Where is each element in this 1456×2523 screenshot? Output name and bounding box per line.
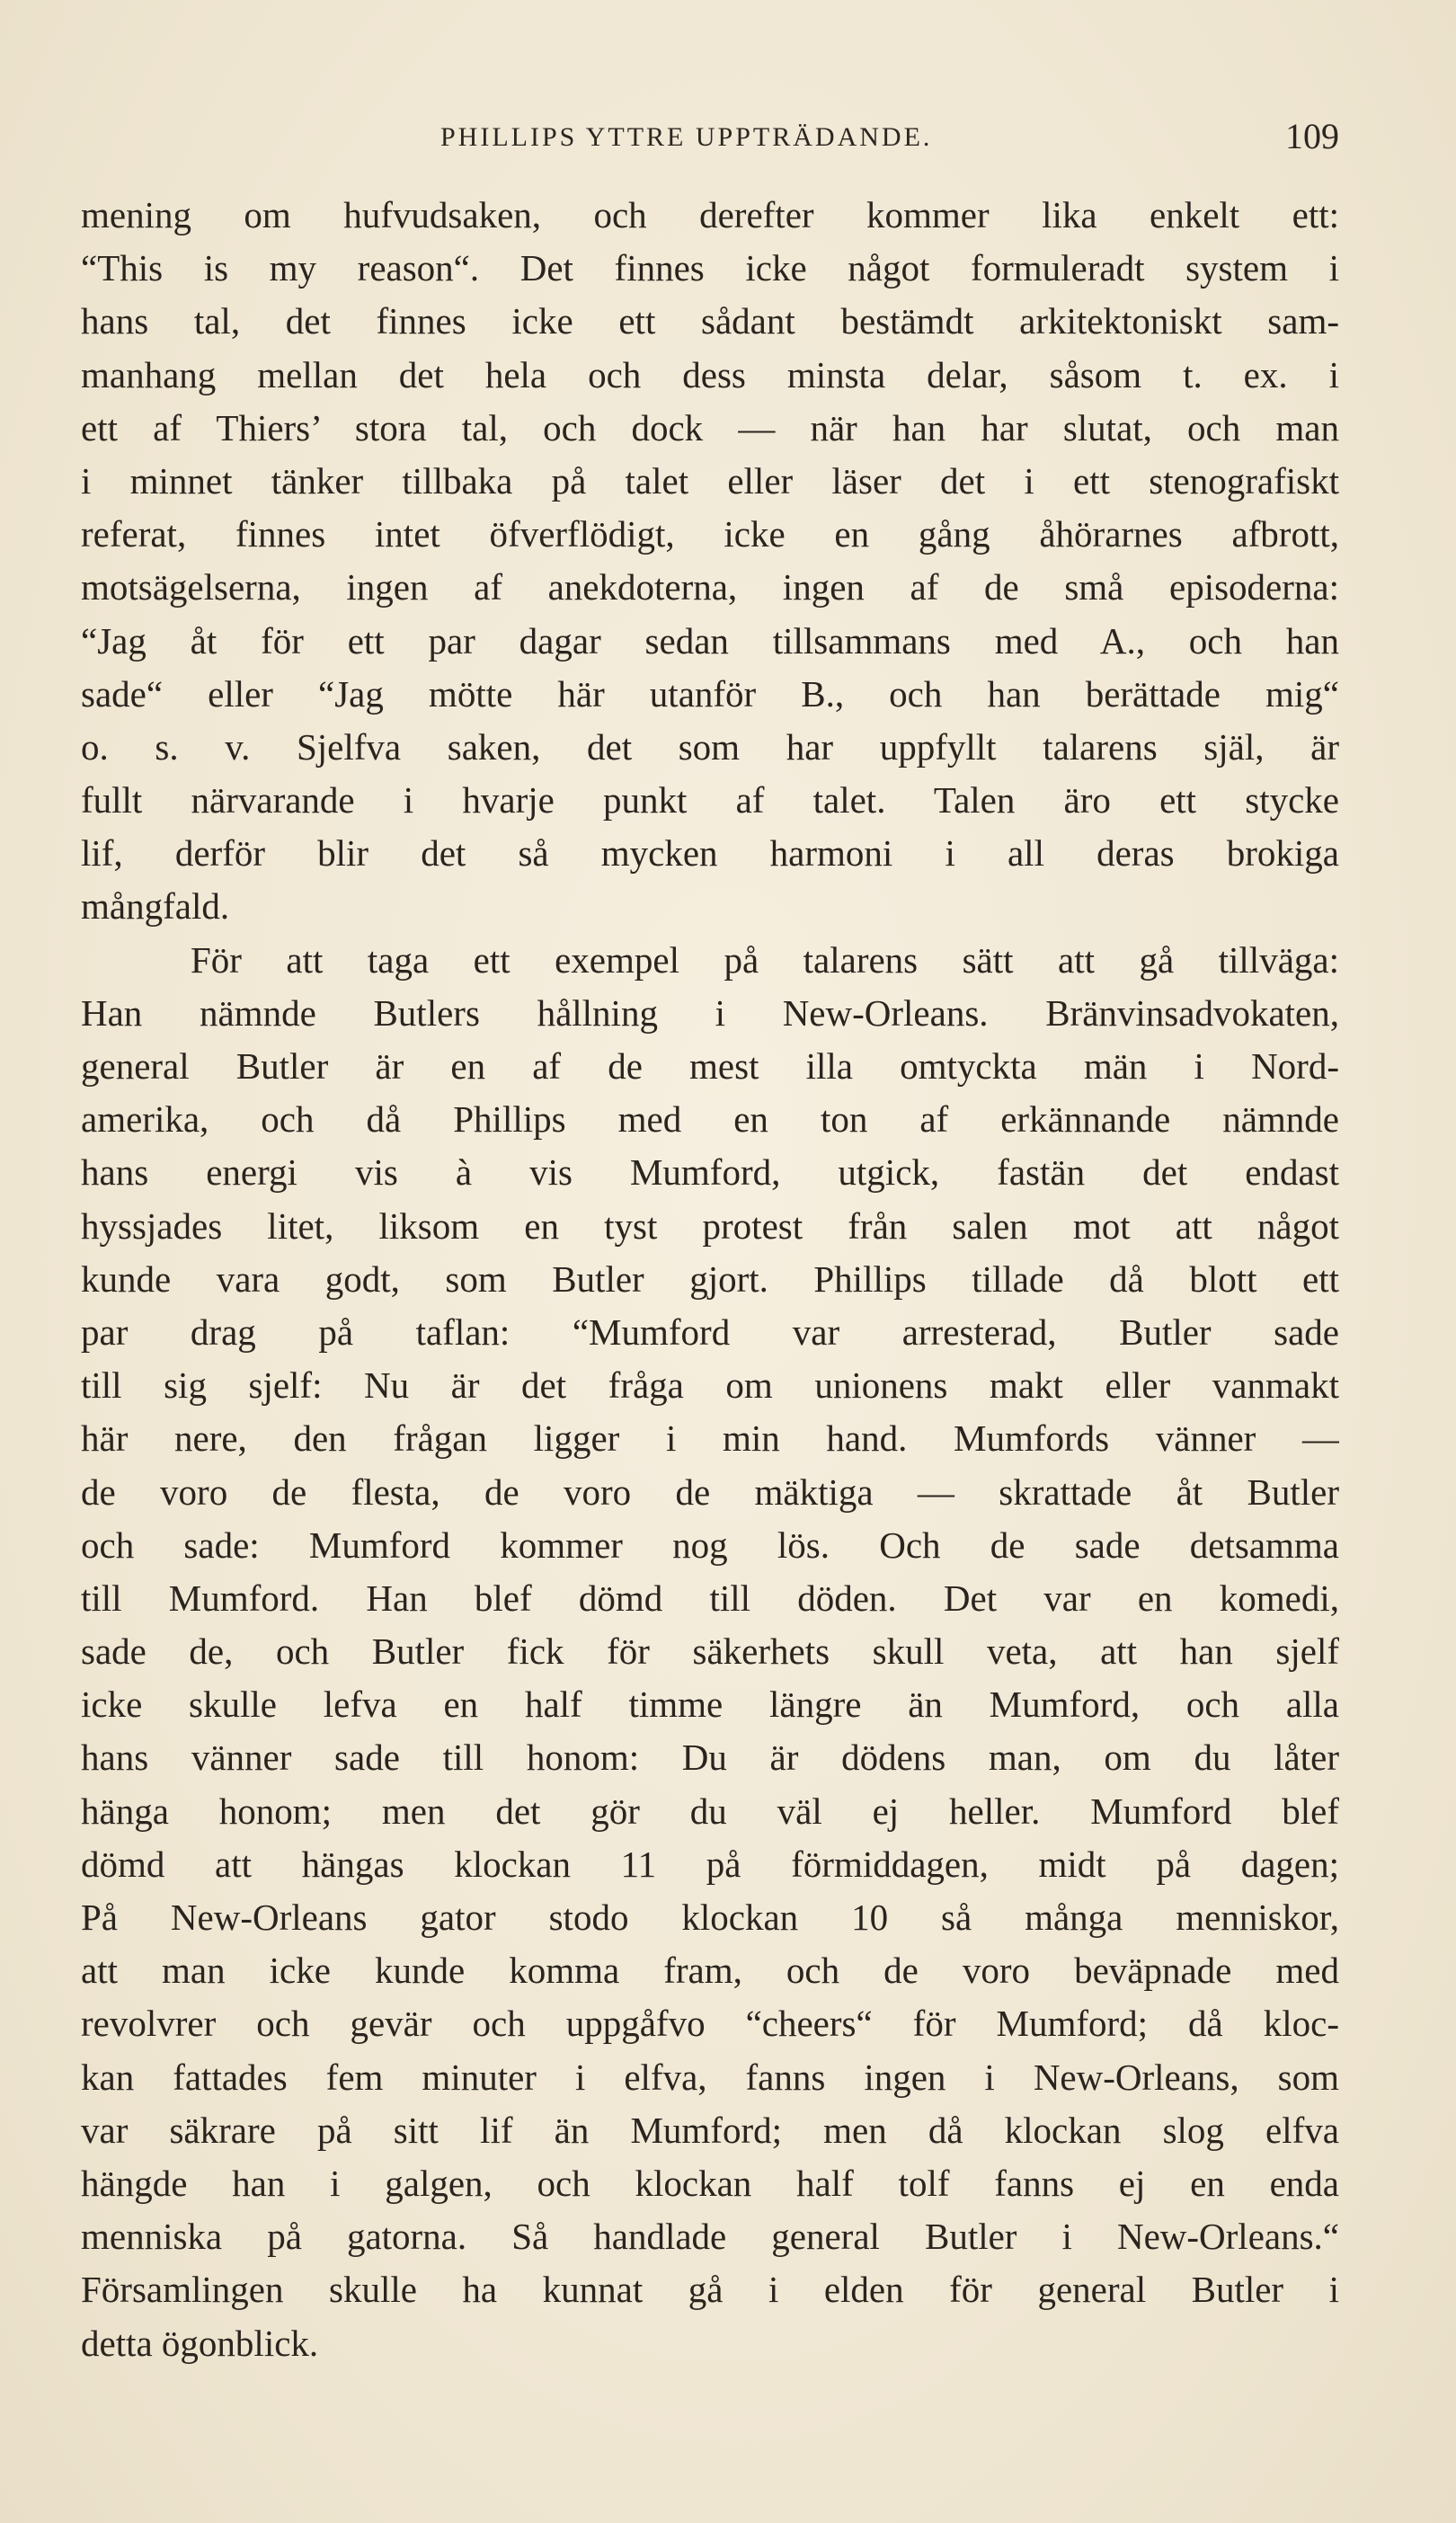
text-line: referat, finnes intet öfverflödigt, icke en gång åhörarnes afbrott, xyxy=(81,513,1339,555)
text-line: par drag på taflan: “Mumford var arresterad, Butler sade xyxy=(81,1310,1339,1353)
text-line: och sade: Mumford kommer nog lös. Och de sade detsamma xyxy=(81,1524,1339,1566)
text-line: till Mumford. Han blef dömd till döden. Det var en komedi, xyxy=(81,1577,1339,1619)
text-line: amerika, och då Phillips med en ton af erkännande nämnde xyxy=(81,1098,1339,1141)
text-line: i minnet tänker tillbaka på talet eller läser det i ett stenografiskt xyxy=(81,459,1339,502)
text-line: de voro de flesta, de voro de mäktiga — skrattade åt Butler xyxy=(81,1470,1339,1513)
text-line: Församlingen skulle ha kunnat gå i elden för general Butler i xyxy=(81,2269,1339,2311)
text-line: general Butler är en af de mest illa omtyckta män i Nord- xyxy=(81,1045,1339,1087)
text-line: ett af Thiers’ stora tal, och dock — när han har slutat, och man xyxy=(81,406,1339,449)
text-line: dömd att hängas klockan 11 på förmiddagen, midt på dagen; xyxy=(81,1843,1339,1885)
text-line: revolvrer och gevär och uppgåfvo “cheers“ för Mumford; då kloc- xyxy=(81,2003,1339,2045)
text-line: Han nämnde Butlers hållning i New-Orleans. Bränvinsadvokaten, xyxy=(81,991,1339,1034)
text-line: hängde han i galgen, och klockan half tolf fanns ej en enda xyxy=(81,2162,1339,2204)
text-line: var säkrare på sitt lif än Mumford; men då klockan slog elfva xyxy=(81,2109,1339,2151)
text-line: manhang mellan det hela och dess minsta delar, såsom t. ex. i xyxy=(81,353,1339,395)
text-line: o. s. v. Sjelfva saken, det som har uppfyllt talarens själ, är xyxy=(81,725,1339,768)
text-line: hyssjades litet, liksom en tyst protest från salen mot att något xyxy=(81,1204,1339,1247)
text-line: För att taga ett exempel på talarens sätt att gå tillväga: xyxy=(191,938,1339,981)
text-line: hänga honom; men det gör du väl ej heller. Mumford blef xyxy=(81,1790,1339,1832)
page-number: 109 xyxy=(1285,116,1339,156)
body-text xyxy=(81,189,1339,2370)
running-head xyxy=(81,115,1339,169)
text-line: här nere, den frågan ligger i min hand. Mumfords vänner — xyxy=(81,1417,1339,1460)
paragraph xyxy=(81,189,1339,934)
text-line: sade de, och Butler fick för säkerhets skull veta, att han sjelf xyxy=(81,1630,1339,1673)
text-line: hans vänner sade till honom: Du är dödens man, om du låter xyxy=(81,1737,1339,1779)
paragraph xyxy=(81,934,1339,2370)
text-line: icke skulle lefva en half timme längre än Mumford, och alla xyxy=(81,1683,1339,1726)
text-line: till sig sjelf: Nu är det fråga om unionens makt eller vanmakt xyxy=(81,1364,1339,1407)
text-line: att man icke kunde komma fram, och de voro beväpnade med xyxy=(81,1950,1339,1992)
text-line: menniska på gatorna. Så handlade general Butler i New-Orleans.“ xyxy=(81,2216,1339,2258)
text-line: kunde vara godt, som Butler gjort. Phillips tillade då blott ett xyxy=(81,1257,1339,1300)
text-line: “This is my reason“. Det finnes icke något formuleradt system i xyxy=(81,247,1339,289)
text-line: mångfald. xyxy=(81,885,230,928)
text-line: kan fattades fem minuter i elfva, fanns ingen i New-Orleans, som xyxy=(81,2056,1339,2098)
running-title: PHILLIPS YTTRE UPPTRÄDANDE. xyxy=(440,122,933,152)
text-line: hans energi vis à vis Mumford, utgick, fastän det endast xyxy=(81,1151,1339,1194)
text-line: motsägelserna, ingen af anekdoterna, ingen af de små episoderna: xyxy=(81,566,1339,609)
text-line: sade“ eller “Jag mötte här utanför B., och han berättade mig“ xyxy=(81,672,1339,715)
text-line: detta ögonblick. xyxy=(81,2322,319,2364)
text-line: lif, derför blir det så mycken harmoni i all deras brokiga xyxy=(81,832,1339,875)
text-line: mening om hufvudsaken, och derefter kommer lika enkelt ett: xyxy=(81,194,1339,235)
text-line: “Jag åt för ett par dagar sedan tillsammans med A., och han xyxy=(81,619,1339,662)
text-line: På New-Orleans gator stodo klockan 10 så många menniskor, xyxy=(81,1897,1339,1938)
text-line: fullt närvarande i hvarje punkt af talet. Talen äro ett stycke xyxy=(81,779,1339,822)
text-line: hans tal, det finnes icke ett sådant bestämdt arkitektoniskt sam- xyxy=(81,300,1339,342)
